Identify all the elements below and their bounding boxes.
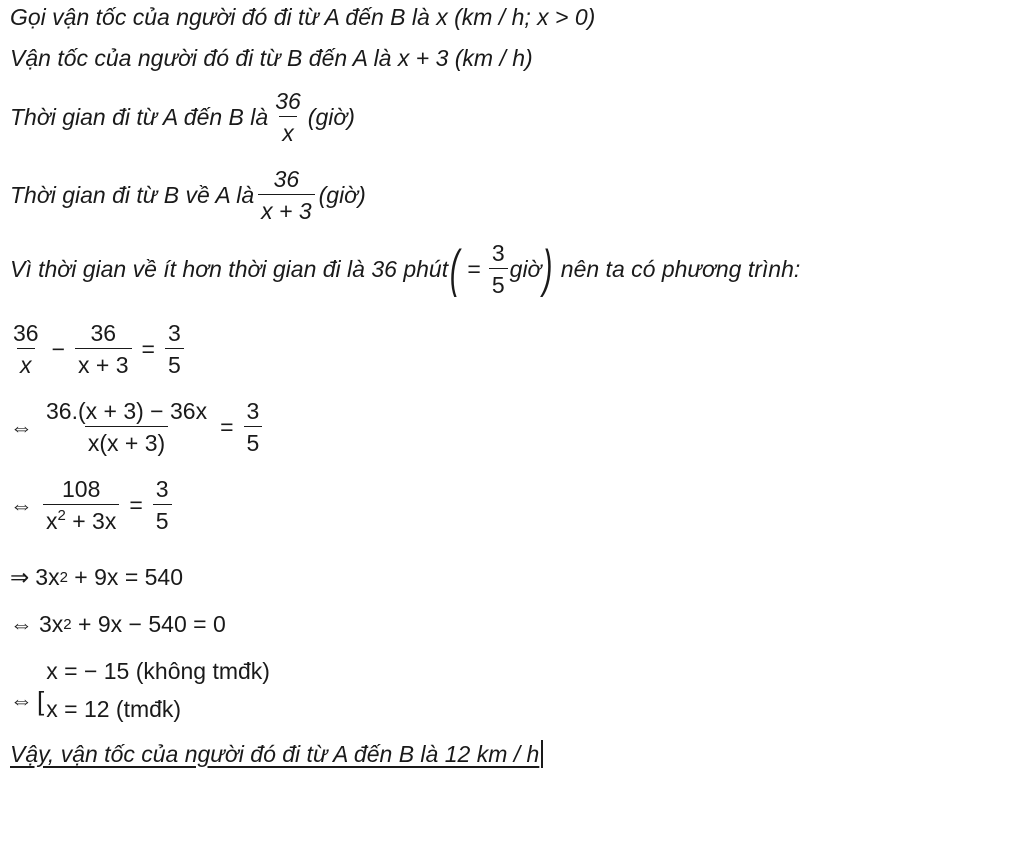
fraction-denominator: 5: [153, 504, 172, 534]
line-3-pre: Thời gian đi từ A đến B là: [10, 103, 269, 130]
fraction-numerator: 108: [61, 476, 101, 502]
fraction-numerator: 36: [13, 320, 39, 346]
fraction-numerator: 36: [90, 320, 117, 346]
denominator-rest: + 3x: [65, 508, 117, 534]
case-1: x = − 15 (không tmđk): [46, 658, 270, 684]
denominator-var: x: [46, 508, 58, 534]
fraction-denominator: 5: [165, 348, 184, 378]
fraction-numerator: 36: [273, 166, 300, 192]
line-2: [10, 45, 533, 72]
exponent: 2: [57, 507, 66, 524]
fraction-denominator: 5: [244, 426, 263, 456]
fraction-denominator: x: [17, 348, 35, 378]
iff-symbol: ⇔: [10, 491, 33, 518]
iff-symbol: ⇔: [10, 413, 33, 440]
left-paren: (: [449, 240, 460, 298]
right-paren: ): [543, 240, 553, 298]
minus-sign: −: [51, 335, 66, 362]
term-rest: + 9x − 540 = 0: [71, 611, 226, 637]
fraction-numerator: 3: [167, 320, 181, 346]
line-4-post: (giờ): [318, 181, 366, 208]
unit-gio: giờ: [509, 255, 542, 282]
equals-sign: =: [467, 255, 481, 282]
fraction-denominator: 5: [489, 268, 508, 298]
fraction-denominator: x + 3: [75, 348, 132, 378]
equals-sign: =: [141, 335, 155, 362]
iff-symbol: ⇔: [10, 686, 33, 713]
line-3: [10, 88, 355, 146]
fraction-36-over-x-plus-3: [75, 320, 132, 378]
fraction-expanded: [43, 398, 210, 456]
case-bracket: [: [37, 685, 45, 716]
term-3x: 3x: [35, 564, 60, 590]
conclusion-text: Vậy, vận tốc của người đó đi từ A đến B là 12 km / h: [10, 740, 540, 767]
fraction-numerator: 3: [491, 240, 505, 266]
fraction-3-over-5: [244, 398, 263, 456]
fraction-36-over-x-plus-3: [258, 166, 315, 224]
fraction-denominator: x: [279, 116, 297, 146]
line-7-equation: [10, 398, 266, 456]
fraction-108: [43, 476, 119, 534]
term-rest: + 9x = 540: [67, 564, 184, 590]
line-5-pre: Vì thời gian về ít hơn thời gian đi là 36 phút: [10, 255, 449, 282]
case-2: x = 12 (tmđk): [46, 696, 182, 722]
fraction-denominator: x(x + 3): [85, 426, 168, 456]
fraction-denominator: x + 3: [258, 194, 315, 224]
line-5-post: nên ta có phương trình:: [560, 255, 801, 282]
implies-symbol: ⇒: [10, 564, 30, 590]
line-3-post: (giờ): [307, 103, 355, 130]
fraction-numerator: 3: [246, 398, 260, 424]
fraction-36-over-x: [272, 88, 304, 146]
line-1-text: Gọi vận tốc của người đó đi từ A đến B là x (km / h; x > 0): [10, 4, 596, 30]
line-10-equation: ⇔ 3x 2 + 9x − 540 = 0: [10, 611, 226, 637]
line-8-equation: [10, 476, 176, 534]
line-2-text: Vận tốc của người đó đi từ B đến A là x + 3 (km / h): [10, 45, 533, 71]
line-1: [10, 4, 595, 31]
fraction-36-over-x: [10, 320, 42, 378]
line-4: [10, 166, 366, 224]
equals-sign: =: [129, 491, 143, 518]
line-4-pre: Thời gian đi từ B về A là: [10, 181, 255, 208]
fraction-denominator: [43, 504, 119, 534]
fraction-numerator: 36: [275, 88, 301, 114]
term-3x: 3x: [39, 611, 64, 637]
fraction-3-over-5: [489, 240, 508, 298]
fraction-numerator: 3: [155, 476, 169, 502]
line-6-equation: [10, 320, 188, 378]
cases-list: [46, 652, 270, 728]
line-11-cases: [10, 652, 270, 728]
line-5: [10, 240, 800, 298]
line-12-conclusion: [10, 740, 543, 768]
fraction-numerator: 36.(x + 3) − 36x: [46, 398, 208, 424]
fraction-3-over-5: [153, 476, 172, 534]
fraction-3-over-5: [165, 320, 184, 378]
text-cursor: [541, 740, 543, 768]
equals-sign: =: [220, 413, 234, 440]
line-9-equation: ⇒ 3x 2 + 9x = 540: [10, 564, 184, 590]
iff-symbol: ⇔: [10, 611, 33, 637]
